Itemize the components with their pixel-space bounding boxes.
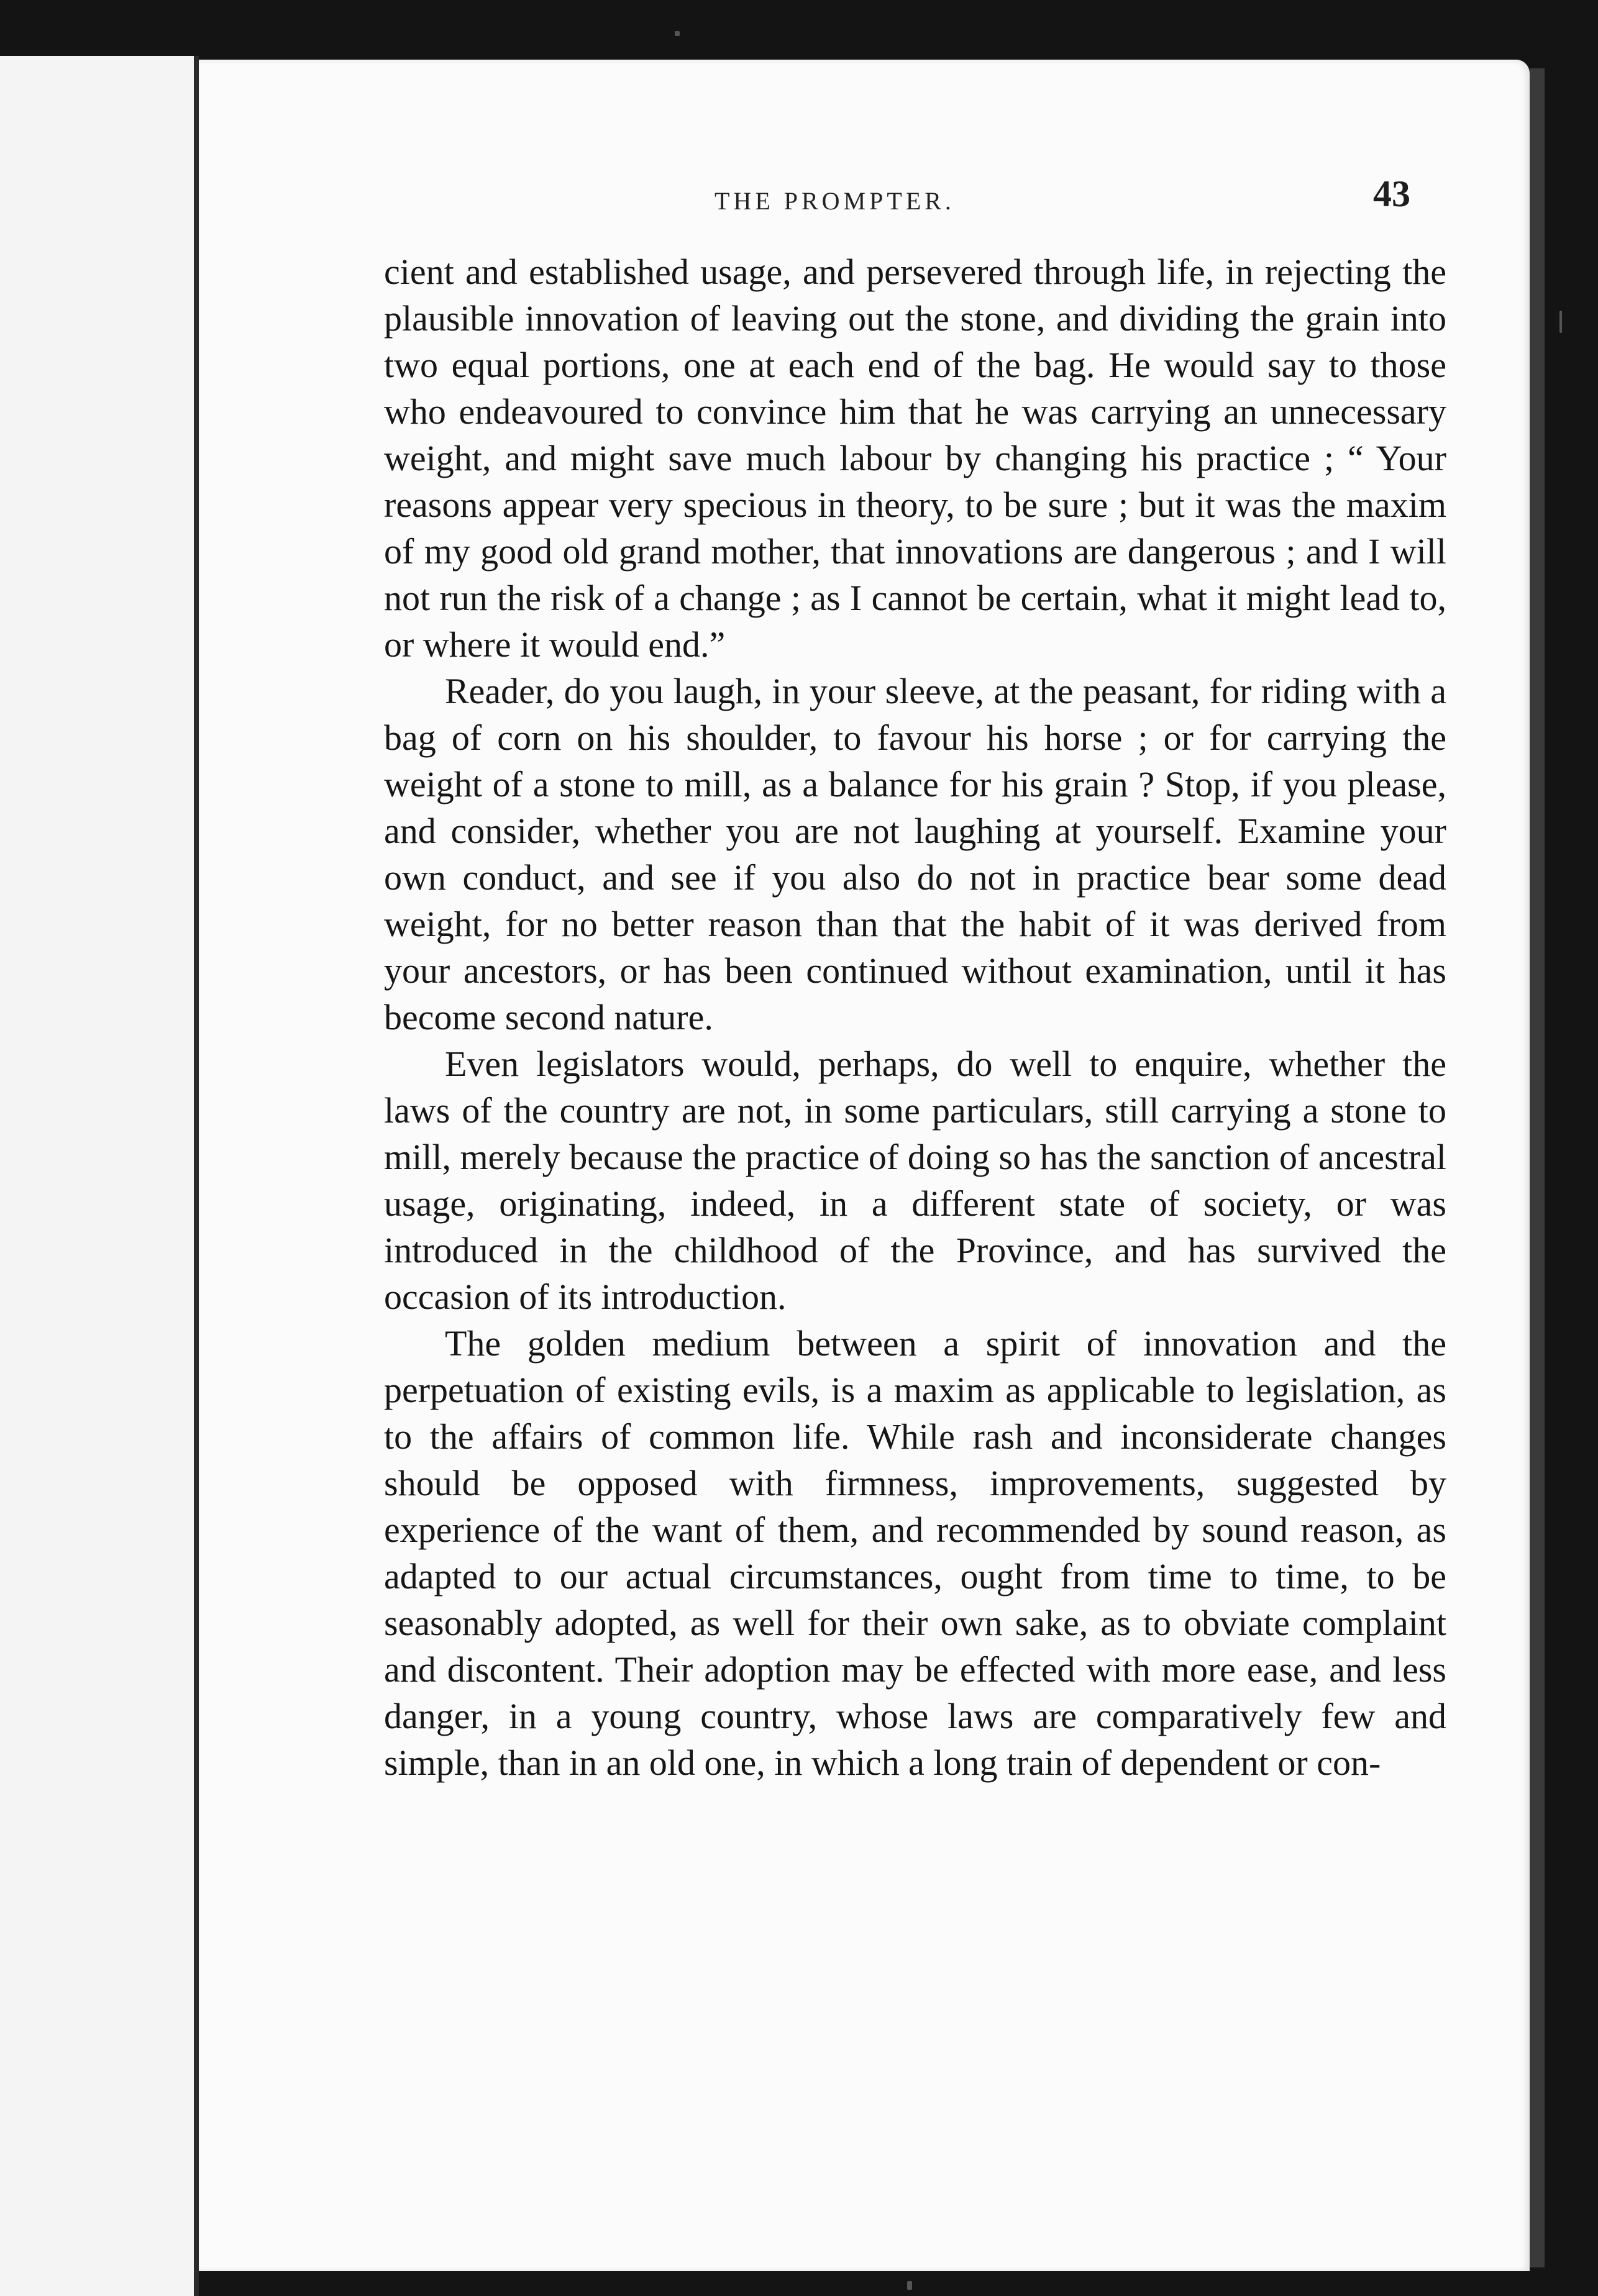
paragraph: Even legislators would, perhaps, do well to enquire, whether the laws of the country are not, in some particulars, still carrying a stone to mill, merely because the practice of doing so has the sanction of ancestral usage, originating, indeed, in a different state of society, or was introduced in the childhood of the Province, and has survived the occasion of its introduction.: [384, 1044, 1446, 1317]
paragraph: Reader, do you laugh, in your sleeve, at the peasant, for riding with a bag of corn on his shoulder, to favour his horse ; or for carrying the weight of a stone to mill, as a balance for his grain ? Stop, if you please, and consider, whether you are not laughing at yourself. Examine your own conduct, and see if you also do not in practice bear some dead weight, for no better reason than that the habit of it was derived from your ancestors, or has been continued without examination, until it has become second nature.: [384, 671, 1446, 1037]
scan-speck: [675, 31, 680, 36]
paragraph: cient and established usage, and persevered through life, in rejecting the plausible innovation of leaving out the stone, and dividing the grain into two equal portions, one at each end of the bag. He would say to those who endeavoured to convince him that he was carrying an unnecessary weight, and might save much labour by changing his practice ; “ Your reasons appear very specious in theory, to be sure ; but it was the maxim of my good old grand mother, that innovations are dangerous ; and I will not run the risk of a change ; as I cannot be certain, what it might lead to, or where it would end.”: [384, 252, 1446, 665]
page-edge-shadow: [1530, 68, 1545, 2267]
facing-page: [0, 56, 194, 2296]
running-head: THE PROMPTER.: [715, 187, 955, 215]
body-text: [384, 248, 1446, 1786]
scan-speck: [1559, 311, 1562, 333]
scan-speck: [907, 2281, 912, 2290]
book-gutter: [194, 56, 199, 2296]
paragraph: The golden medium between a spirit of innovation and the perpetuation of existing evils, is a maxim as applicable to legislation, as to the affairs of common life. While rash and inconsiderate changes should be opposed with firmness, improvements, suggested by experience of the want of them, and recommended by sound reason, as adapted to our actual circumstances, ought from time to time, to be seasonably adopted, as well for their own sake, as to obviate complaint and discontent. Their adoption may be effected with more ease, and less danger, in a young country, whose laws are comparatively few and simple, than in an old one, in which a long train of dependent or con-: [384, 1323, 1446, 1783]
page-number: 43: [1373, 173, 1410, 214]
